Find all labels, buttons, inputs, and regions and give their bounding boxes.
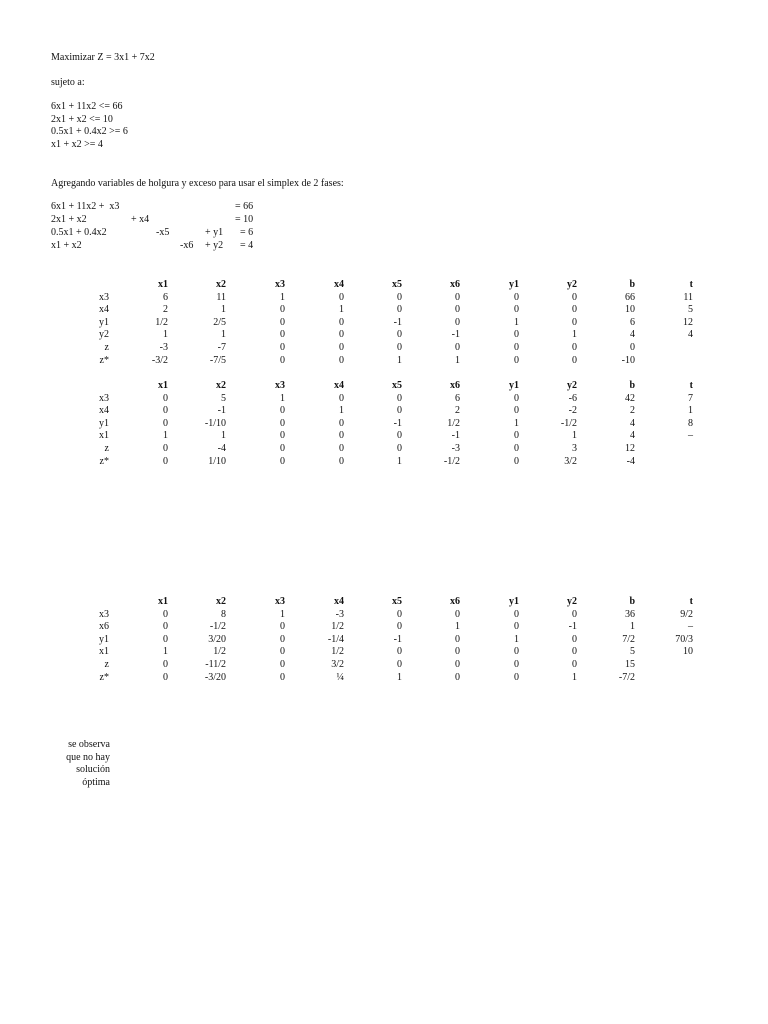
table-cell: 0 <box>572 633 577 645</box>
table-cell: 0 <box>339 443 344 454</box>
table-cell: – <box>688 430 693 442</box>
table-cell: ¼ <box>336 671 344 683</box>
table-cell: 0 <box>280 455 285 467</box>
table-cell: 0 <box>163 405 168 417</box>
table-cell: 0 <box>280 354 285 366</box>
table-cell: 0 <box>514 430 519 442</box>
column-header-x1: x1 <box>158 279 168 290</box>
table-cell: -11/2 <box>205 659 226 670</box>
table-cell: 15 <box>625 659 635 670</box>
row-label: z <box>104 342 109 353</box>
table-cell: 0 <box>455 342 460 353</box>
table-cell: 0 <box>339 291 344 303</box>
column-header-y2: y2 <box>567 380 577 391</box>
table-cell: 3/2 <box>564 455 577 467</box>
column-header-b: b <box>629 279 635 290</box>
table-cell: 1/10 <box>208 455 226 467</box>
row-label: y1 <box>99 417 109 429</box>
table-cell: 0 <box>514 304 519 316</box>
constraint-3: 0.5x1 + 0.4x2 >= 6 <box>51 126 128 137</box>
column-header-t: t <box>689 380 693 391</box>
table-cell: 0 <box>455 316 460 328</box>
table-cell: 0 <box>163 659 168 670</box>
table-cell: 2 <box>630 405 635 417</box>
table-cell: 0 <box>455 671 460 683</box>
eq4-lhs: x1 + x2 <box>51 240 82 251</box>
table-cell: -1 <box>393 417 402 429</box>
note-line: que no hay <box>66 751 110 763</box>
table-cell: 1 <box>280 392 285 404</box>
column-header-x3: x3 <box>275 596 285 607</box>
table-cell: 1 <box>572 430 577 442</box>
table-cell: 0 <box>163 443 168 454</box>
table-cell: 0 <box>339 455 344 467</box>
table-cell: -3 <box>451 443 460 454</box>
eq4-artificial: + y2 <box>205 240 224 251</box>
eq1-rhs: = 66 <box>235 201 254 212</box>
table-cell: 1 <box>339 304 344 316</box>
column-header-y2: y2 <box>567 279 577 290</box>
table-cell: -10 <box>621 354 635 366</box>
table-cell: 0 <box>455 659 460 670</box>
column-header-x2: x2 <box>216 279 226 290</box>
table-cell: -7/5 <box>209 354 226 366</box>
row-label: y1 <box>99 633 109 645</box>
table-cell: 5 <box>630 646 635 658</box>
table-cell: 0 <box>514 659 519 670</box>
table-cell: 1 <box>221 430 226 442</box>
subject-to-label: sujeto a: <box>51 77 85 88</box>
table-cell: 1 <box>221 329 226 341</box>
table-cell: 1 <box>455 621 460 633</box>
table-cell: 0 <box>397 430 402 442</box>
table-cell: 12 <box>625 443 635 454</box>
column-header-b: b <box>629 380 635 391</box>
table-cell: 0 <box>397 291 402 303</box>
table-cell: 1/2 <box>447 417 460 429</box>
table-cell: 0 <box>397 342 402 353</box>
constraint-1: 6x1 + 11x2 <= 66 <box>51 101 123 112</box>
table-cell: 0 <box>455 646 460 658</box>
table-cell: 0 <box>514 608 519 620</box>
table-cell: 0 <box>280 671 285 683</box>
table-cell: 1 <box>572 329 577 341</box>
column-header-x6: x6 <box>450 596 460 607</box>
table-cell: 0 <box>514 329 519 341</box>
table-cell: 1 <box>630 621 635 633</box>
row-label: x4 <box>99 405 109 417</box>
column-header-x5: x5 <box>392 380 402 391</box>
constraint-2: 2x1 + x2 <= 10 <box>51 114 113 125</box>
table-cell: 0 <box>280 342 285 353</box>
column-header-x2: x2 <box>216 380 226 391</box>
column-header-t: t <box>689 279 693 290</box>
column-header-x5: x5 <box>392 279 402 290</box>
table-cell: 0 <box>280 443 285 454</box>
table-cell: 0 <box>572 608 577 620</box>
table-cell: 10 <box>625 304 635 316</box>
table-cell: 0 <box>163 671 168 683</box>
table-cell: -2 <box>568 405 577 417</box>
table-cell: 1 <box>163 646 168 658</box>
table-cell: -7/2 <box>618 671 635 683</box>
table-cell: 0 <box>630 342 635 353</box>
row-label: x3 <box>99 291 109 303</box>
column-header-y1: y1 <box>509 596 519 607</box>
table-cell: 5 <box>688 304 693 316</box>
table-cell: -4 <box>217 443 226 454</box>
table-cell: 0 <box>572 291 577 303</box>
column-header-x1: x1 <box>158 596 168 607</box>
table-cell: 3/2 <box>331 659 344 670</box>
table-cell: 7/2 <box>622 633 635 645</box>
table-cell: 1 <box>514 633 519 645</box>
row-label: x1 <box>99 646 109 658</box>
column-header-x6: x6 <box>450 279 460 290</box>
table-cell: 1/2 <box>331 646 344 658</box>
eq2-slack: + x4 <box>131 214 150 225</box>
table-cell: 0 <box>280 417 285 429</box>
column-header-x4: x4 <box>334 279 344 290</box>
eq4-rhs: = 4 <box>240 240 254 251</box>
table-cell: 0 <box>514 455 519 467</box>
table-cell: 0 <box>163 417 168 429</box>
table-cell: -6 <box>568 392 577 404</box>
table-cell: 0 <box>280 646 285 658</box>
column-header-y1: y1 <box>509 380 519 391</box>
table-cell: 1 <box>280 291 285 303</box>
table-cell: 0 <box>163 455 168 467</box>
table-cell: 4 <box>688 329 693 341</box>
column-header-x2: x2 <box>216 596 226 607</box>
column-header-x5: x5 <box>392 596 402 607</box>
table-cell: 8 <box>688 417 693 429</box>
column-header-x3: x3 <box>275 279 285 290</box>
column-header-x1: x1 <box>158 380 168 391</box>
table-cell: 4 <box>630 417 635 429</box>
table-cell: 1 <box>163 329 168 341</box>
column-header-t: t <box>689 596 693 607</box>
table-cell: -1 <box>451 430 460 442</box>
table-cell: 0 <box>280 621 285 633</box>
table-cell: 0 <box>455 291 460 303</box>
table-cell: 3/20 <box>208 633 226 645</box>
table-cell: 0 <box>514 646 519 658</box>
table-cell: 4 <box>630 430 635 442</box>
table-cell: 0 <box>514 621 519 633</box>
table-cell: 1/2 <box>155 316 168 328</box>
table-cell: -1 <box>393 316 402 328</box>
table-cell: 0 <box>339 342 344 353</box>
row-label: x4 <box>99 304 109 316</box>
table-cell: 1 <box>397 455 402 467</box>
table-cell: 0 <box>280 304 285 316</box>
table-cell: 0 <box>397 646 402 658</box>
row-label: x3 <box>99 392 109 404</box>
column-header-y2: y2 <box>567 596 577 607</box>
table-cell: 0 <box>572 646 577 658</box>
table-cell: 0 <box>280 430 285 442</box>
column-header-x4: x4 <box>334 380 344 391</box>
table-cell: 1 <box>163 430 168 442</box>
table-cell: 0 <box>339 430 344 442</box>
table-cell: -1/4 <box>327 633 344 645</box>
objective-line: Maximizar Z = 3x1 + 7x2 <box>51 52 155 63</box>
table-cell: 1 <box>688 405 693 417</box>
table-cell: 0 <box>163 633 168 645</box>
row-label: x6 <box>99 621 109 633</box>
eq3-lhs: 0.5x1 + 0.4x2 <box>51 227 107 238</box>
table-cell: -3 <box>159 342 168 353</box>
table-cell: 6 <box>455 392 460 404</box>
table-cell: 0 <box>339 316 344 328</box>
table-cell: 0 <box>280 329 285 341</box>
eq2-lhs: 2x1 + x2 <box>51 214 87 225</box>
table-cell: 8 <box>221 608 226 620</box>
table-cell: 1 <box>514 316 519 328</box>
table-cell: 0 <box>455 608 460 620</box>
table-cell: 42 <box>625 392 635 404</box>
table-cell: – <box>688 621 693 633</box>
table-cell: -3 <box>335 608 344 620</box>
table-cell: 6 <box>163 291 168 303</box>
table-cell: 1 <box>221 304 226 316</box>
row-label: z <box>104 659 109 670</box>
table-cell: 0 <box>397 304 402 316</box>
table-cell: -7 <box>217 342 226 353</box>
table-cell: 0 <box>339 354 344 366</box>
table-cell: 10 <box>683 646 693 658</box>
column-header-x4: x4 <box>334 596 344 607</box>
eq3-surplus: -x5 <box>156 227 170 238</box>
table-cell: 4 <box>630 329 635 341</box>
table-cell: 1 <box>339 405 344 417</box>
table-cell: 0 <box>514 291 519 303</box>
row-label: x3 <box>99 608 109 620</box>
table-cell: 3 <box>572 443 577 454</box>
column-header-x3: x3 <box>275 380 285 391</box>
row-label: z <box>104 443 109 454</box>
table-cell: 2 <box>455 405 460 417</box>
table-cell: 0 <box>339 329 344 341</box>
note-line: solución <box>76 764 110 776</box>
table-cell: 0 <box>572 304 577 316</box>
table-cell: 11 <box>216 291 226 303</box>
conclusion-note <box>40 739 110 789</box>
table-cell: 1 <box>572 671 577 683</box>
table-cell: -1/10 <box>204 417 226 429</box>
table-cell: -1/2 <box>443 455 460 467</box>
table-cell: 1 <box>280 608 285 620</box>
eq2-rhs: = 10 <box>235 214 254 225</box>
table-cell: 0 <box>280 316 285 328</box>
table-cell: 0 <box>572 354 577 366</box>
table-cell: -4 <box>626 455 635 467</box>
table-cell: 0 <box>397 392 402 404</box>
table-cell: -1 <box>451 329 460 341</box>
table-cell: 7 <box>688 392 693 404</box>
table-cell: 1 <box>397 671 402 683</box>
row-label: z* <box>99 455 109 467</box>
table-cell: 70/3 <box>675 633 693 645</box>
table-cell: 0 <box>514 443 519 454</box>
eq1-lhs: 6x1 + 11x2 + x3 <box>51 201 120 212</box>
table-cell: 0 <box>163 608 168 620</box>
table-cell: -1/2 <box>560 417 577 429</box>
table-cell: 0 <box>514 405 519 417</box>
table-cell: 0 <box>572 659 577 670</box>
table-cell: 1/2 <box>213 646 226 658</box>
column-header-x6: x6 <box>450 380 460 391</box>
eq3-rhs: = 6 <box>240 227 254 238</box>
table-cell: 0 <box>397 329 402 341</box>
table-cell: 0 <box>280 659 285 670</box>
table-cell: 0 <box>572 316 577 328</box>
table-cell: 0 <box>280 405 285 417</box>
table-cell: 2/5 <box>213 316 226 328</box>
table-cell: 12 <box>683 316 693 328</box>
row-label: x1 <box>99 430 109 442</box>
table-cell: 0 <box>572 342 577 353</box>
row-label: y1 <box>99 316 109 328</box>
table-cell: 2 <box>163 304 168 316</box>
note-line: se observa <box>68 739 110 750</box>
note-line: óptima <box>82 776 110 788</box>
table-cell: 0 <box>455 633 460 645</box>
table-cell: 9/2 <box>680 608 693 620</box>
table-cell: 0 <box>514 354 519 366</box>
table-cell: 36 <box>625 608 635 620</box>
table-cell: -1 <box>217 405 226 417</box>
table-cell: 0 <box>163 621 168 633</box>
table-cell: 0 <box>455 304 460 316</box>
row-label: z* <box>99 354 109 366</box>
row-label: y2 <box>99 329 109 341</box>
table-cell: -3/2 <box>151 354 168 366</box>
table-cell: 0 <box>339 392 344 404</box>
table-cell: 0 <box>397 659 402 670</box>
table-cell: 0 <box>514 671 519 683</box>
table-cell: 0 <box>397 608 402 620</box>
table-cell: 0 <box>397 621 402 633</box>
table-cell: 0 <box>397 443 402 454</box>
table-cell: 0 <box>397 405 402 417</box>
table-cell: 0 <box>163 392 168 404</box>
table-cell: 0 <box>280 633 285 645</box>
table-cell: 0 <box>514 342 519 353</box>
table-cell: -1 <box>568 621 577 633</box>
table-cell: -1 <box>393 633 402 645</box>
table-cell: 1 <box>397 354 402 366</box>
table-cell: 66 <box>625 291 635 303</box>
column-header-y1: y1 <box>509 279 519 290</box>
eq3-artificial: + y1 <box>205 227 224 238</box>
row-label: z* <box>99 671 109 683</box>
augmented-intro: Agregando variables de holgura y exceso para usar el simplex de 2 fases: <box>51 178 344 189</box>
table-cell: 0 <box>514 392 519 404</box>
table-cell: 0 <box>339 417 344 429</box>
table-cell: -1/2 <box>209 621 226 633</box>
table-cell: 6 <box>630 316 635 328</box>
eq4-surplus: -x6 <box>180 240 194 251</box>
constraint-4: x1 + x2 >= 4 <box>51 139 103 150</box>
table-cell: 1 <box>455 354 460 366</box>
table-cell: 1/2 <box>331 621 344 633</box>
table-cell: -3/20 <box>204 671 226 683</box>
table-cell: 11 <box>683 291 693 303</box>
table-cell: 1 <box>514 417 519 429</box>
column-header-b: b <box>629 596 635 607</box>
table-cell: 5 <box>221 392 226 404</box>
